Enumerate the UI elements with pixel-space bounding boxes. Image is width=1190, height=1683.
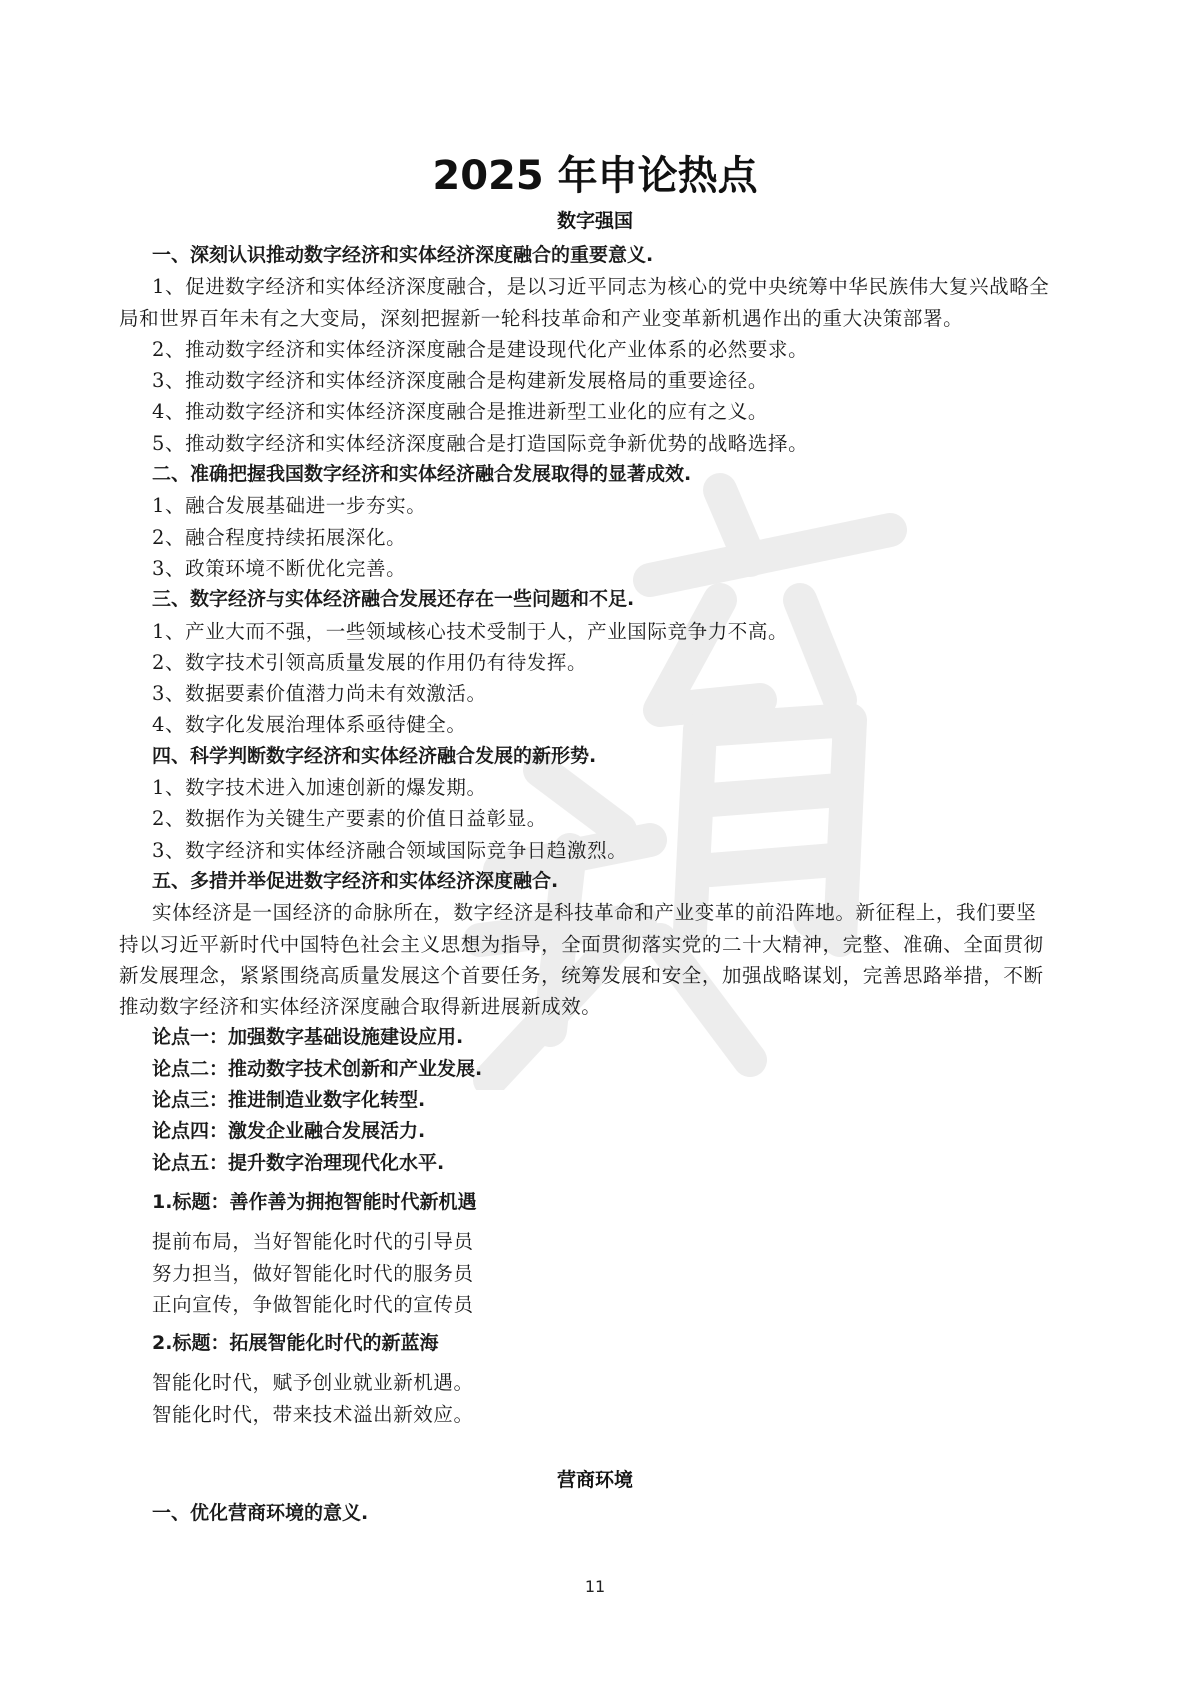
list-item: 4、数字化发展治理体系亟待健全。 [152,713,467,737]
list-item: 5、推动数字经济和实体经济深度融合是打造国际竞争新优势的战略选择。 [152,431,809,455]
heading-4: 四、科学判断数字经济和实体经济融合发展的新形势. [152,744,597,767]
sample-title-1: 1.标题：善作善为拥抱智能时代新机遇 [152,1190,477,1213]
list-item: 3、推动数字经济和实体经济深度融合是构建新发展格局的重要途径。 [152,369,769,393]
heading-5: 五、多措并举促进数字经济和实体经济深度融合. [152,869,559,892]
paragraph-line: 实体经济是一国经济的命脉所在，数字经济是科技革命和产业变革的前沿阵地。新征程上，我们要坚 [152,901,1037,925]
paragraph-line: 新发展理念，紧紧围绕高质量发展这个首要任务，统筹发展和安全，加强战略谋划，完善思路举措，不断 [119,963,1044,987]
section-heading-business: 营商环境 [556,1468,633,1491]
heading-business-1: 一、优化营商环境的意义. [152,1501,369,1524]
list-item: 2、推动数字经济和实体经济深度融合是建设现代化产业体系的必然要求。 [152,337,809,361]
section-heading-digital: 数字强国 [556,210,633,232]
heading-1: 一、深刻认识推动数字经济和实体经济深度融合的重要意义. [152,244,654,266]
list-item: 2、数字技术引领高质量发展的作用仍有待发挥。 [152,650,588,674]
paragraph-line: 1、促进数字经济和实体经济深度融合，是以习近平同志为核心的党中央统筹中华民族伟大复兴战略全 [152,275,1050,299]
paragraph-line: 持以习近平新时代中国特色社会主义思想为指导，全面贯彻落实党的二十大精神，完整、准确、全面贯彻 [119,932,1044,956]
list-item: 1、产业大而不强，一些领域核心技术受制于人，产业国际竞争力不高。 [152,619,789,643]
argument-point: 论点四：激发企业融合发展活力. [152,1120,426,1143]
heading-2: 二、准确把握我国数字经济和实体经济融合发展取得的显著成效. [152,463,692,486]
page-number: 11 [584,1577,606,1596]
argument-point: 论点三：推进制造业数字化转型. [152,1089,426,1112]
document-title: 2025 年申论热点 [432,153,758,199]
list-item: 2、数据作为关键生产要素的价值日益彰显。 [152,807,547,831]
argument-point: 论点五：提升数字治理现代化水平. [152,1151,445,1174]
heading-3: 三、数字经济与实体经济融合发展还存在一些问题和不足. [152,588,635,611]
sample-subtitle: 正向宣传，争做智能化时代的宣传员 [152,1292,474,1316]
list-item: 3、数据要素价值潜力尚未有效激活。 [152,682,487,706]
list-item: 1、融合发展基础进一步夯实。 [152,494,427,518]
list-item: 4、推动数字经济和实体经济深度融合是推进新型工业化的应有之义。 [152,400,769,424]
sample-subtitle: 智能化时代，带来技术溢出新效应。 [152,1402,474,1426]
sample-title-2: 2.标题：拓展智能化时代的新蓝海 [152,1332,439,1355]
list-item: 3、政策环境不断优化完善。 [152,556,407,580]
list-item: 2、融合程度持续拓展深化。 [152,525,407,549]
list-item: 3、数字经济和实体经济融合领域国际竞争日趋激烈。 [152,838,628,862]
sample-subtitle: 提前布局，当好智能化时代的引导员 [152,1230,474,1254]
document-body [119,240,1090,1529]
sample-subtitle: 智能化时代，赋予创业就业新机遇。 [152,1371,474,1395]
list-item: 1、数字技术进入加速创新的爆发期。 [152,776,487,800]
paragraph-line: 推动数字经济和实体经济深度融合取得新进展新成效。 [119,995,602,1019]
paragraph-line: 局和世界百年未有之大变局，深刻把握新一轮科技革命和产业变革新机遇作出的重大决策部署。 [119,306,964,330]
sample-subtitle: 努力担当，做好智能化时代的服务员 [152,1261,474,1285]
argument-point: 论点一：加强数字基础设施建设应用. [152,1026,464,1049]
argument-point: 论点二：推动数字技术创新和产业发展. [152,1057,483,1080]
